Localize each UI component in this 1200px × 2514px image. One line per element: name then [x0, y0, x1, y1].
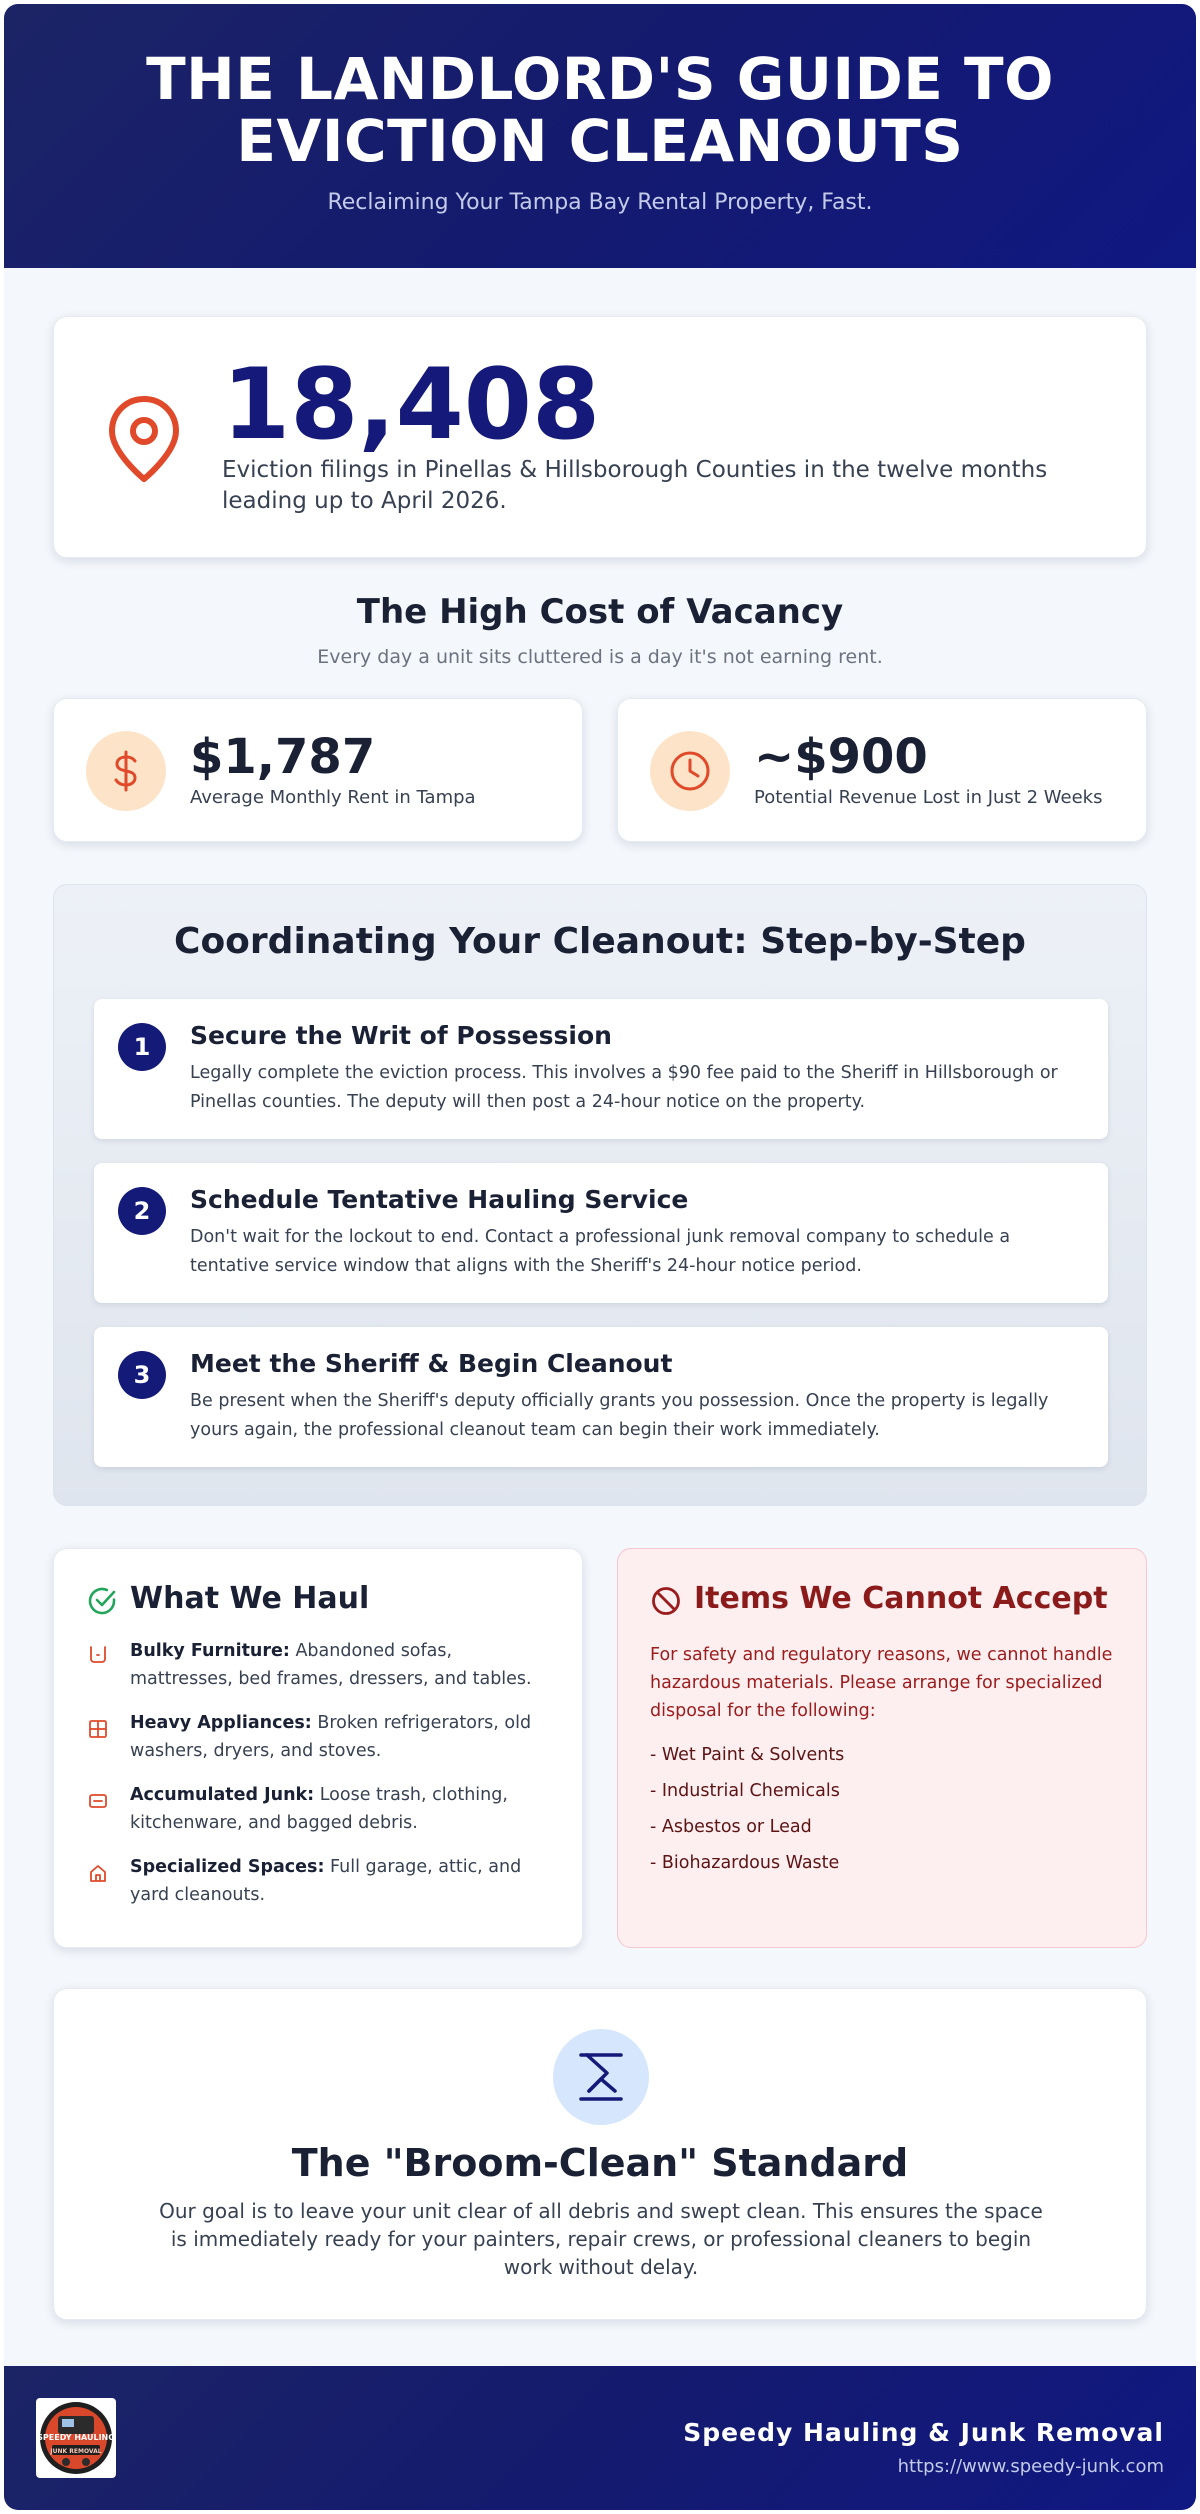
revenue-lost-card: [617, 698, 1147, 842]
broom-clean-title: The "Broom-Clean" Standard: [291, 2141, 909, 2185]
rent-card: [53, 698, 583, 842]
haul-item-junk: [130, 1781, 560, 1837]
broom-clean-card: [53, 1988, 1147, 2320]
infographic-page: [4, 4, 1196, 2510]
what-we-haul-card: [53, 1548, 583, 1948]
haul-item-text: Broken refrigerators, old washers, dryers, and stoves.: [130, 1713, 532, 1761]
step-number: 1: [118, 1023, 166, 1071]
map-pin-icon: [104, 393, 184, 485]
haul-title: What We Haul: [130, 1581, 370, 1616]
step-title: Meet the Sheriff & Begin Cleanout: [190, 1349, 673, 1378]
check-circle-icon: [86, 1585, 118, 1617]
cannot-accept-title: Items We Cannot Accept: [694, 1581, 1108, 1616]
step-title: Secure the Writ of Possession: [190, 1021, 612, 1050]
eviction-count: 18,408: [222, 348, 601, 462]
haul-item-spaces: [130, 1853, 560, 1909]
step-text: Don't wait for the lockout to end. Contact a professional junk removal company to schedule a tentative service window that aligns with the Sheriff's 24-hour notice period.: [190, 1227, 1011, 1276]
list-item: - Asbestos or Lead: [650, 1817, 812, 1837]
cannot-accept-intro: For safety and regulatory reasons, we cannot handle hazardous materials. Please arrange for specialized disposal for the following:: [650, 1645, 1113, 1721]
haul-item-text: Full garage, attic, and yard cleanouts.: [130, 1857, 522, 1905]
step-text: Be present when the Sheriff's deputy officially grants you possession. Once the property is legally yours again, the professional cleanout team can begin their work immediately.: [190, 1391, 1049, 1440]
steps-panel: [53, 884, 1147, 1506]
company-name: Speedy Hauling & Junk Removal: [683, 2418, 1164, 2447]
haul-item-text: Loose trash, clothing, kitchenware, and bagged debris.: [130, 1785, 508, 1833]
haul-item-label: Heavy Appliances:: [130, 1713, 312, 1733]
haul-item-label: Bulky Furniture:: [130, 1641, 290, 1661]
appliance-icon: [88, 1719, 108, 1739]
broom-clean-text: Our goal is to leave your unit clear of all debris and swept clean. This ensures the space is immediately ready for your painters, repair crews, or professional cleaners to begin work without delay.: [159, 2199, 1043, 2279]
list-item: - Wet Paint & Solvents: [650, 1745, 845, 1765]
rent-label: Average Monthly Rent in Tampa: [190, 787, 476, 808]
haul-item-appliances: [130, 1709, 560, 1765]
footer: [4, 2366, 1196, 2510]
prohibited-icon: [650, 1585, 682, 1617]
header: [4, 4, 1196, 268]
cannot-accept-card: [617, 1548, 1147, 1948]
logo-text: SPEEDY HAULING: [37, 2433, 115, 2442]
eviction-stat-card: [53, 316, 1147, 558]
vacancy-title: The High Cost of Vacancy: [356, 592, 844, 632]
eviction-description: Eviction filings in Pinellas & Hillsborough Counties in the twelve months leading up to April 2026.: [222, 457, 1048, 514]
sofa-icon: [88, 1645, 108, 1665]
dollar-icon: [86, 731, 166, 811]
logo-banner: JUNK REMOVAL: [50, 2448, 102, 2455]
step-card: [94, 999, 1108, 1139]
haul-item-furniture: [130, 1637, 560, 1693]
revenue-lost-label: Potential Revenue Lost in Just 2 Weeks: [754, 787, 1103, 808]
step-card: [94, 1327, 1108, 1467]
revenue-lost-value: ~$900: [754, 729, 928, 785]
company-logo: [36, 2398, 116, 2478]
step-number: 3: [118, 1351, 166, 1399]
list-item: - Industrial Chemicals: [650, 1781, 840, 1801]
broom-icon: [553, 2029, 649, 2125]
step-card: [94, 1163, 1108, 1303]
steps-title: Coordinating Your Cleanout: Step-by-Step: [174, 921, 1026, 962]
house-icon: [88, 1863, 108, 1883]
page-title: THE LANDLORD'S GUIDE TO EVICTION CLEANOUTS: [146, 45, 1054, 175]
step-number: 2: [118, 1187, 166, 1235]
page-subtitle: Reclaiming Your Tampa Bay Rental Property, Fast.: [327, 190, 873, 215]
rent-value: $1,787: [190, 729, 376, 785]
vacancy-subtitle: Every day a unit sits cluttered is a day it's not earning rent.: [317, 646, 883, 668]
box-icon: [88, 1791, 108, 1811]
company-url[interactable]: https://www.speedy-junk.com: [897, 2456, 1164, 2477]
step-text: Legally complete the eviction process. This involves a $90 fee paid to the Sheriff in Hillsborough or Pinellas counties. The deputy will then post a 24-hour notice on the property.: [190, 1063, 1058, 1112]
haul-item-label: Accumulated Junk:: [130, 1785, 315, 1805]
step-title: Schedule Tentative Hauling Service: [190, 1185, 689, 1214]
clock-icon: [650, 731, 730, 811]
haul-item-label: Specialized Spaces:: [130, 1857, 325, 1877]
list-item: - Biohazardous Waste: [650, 1853, 840, 1873]
haul-item-text: Abandoned sofas, mattresses, bed frames, dressers, and tables.: [130, 1641, 532, 1689]
